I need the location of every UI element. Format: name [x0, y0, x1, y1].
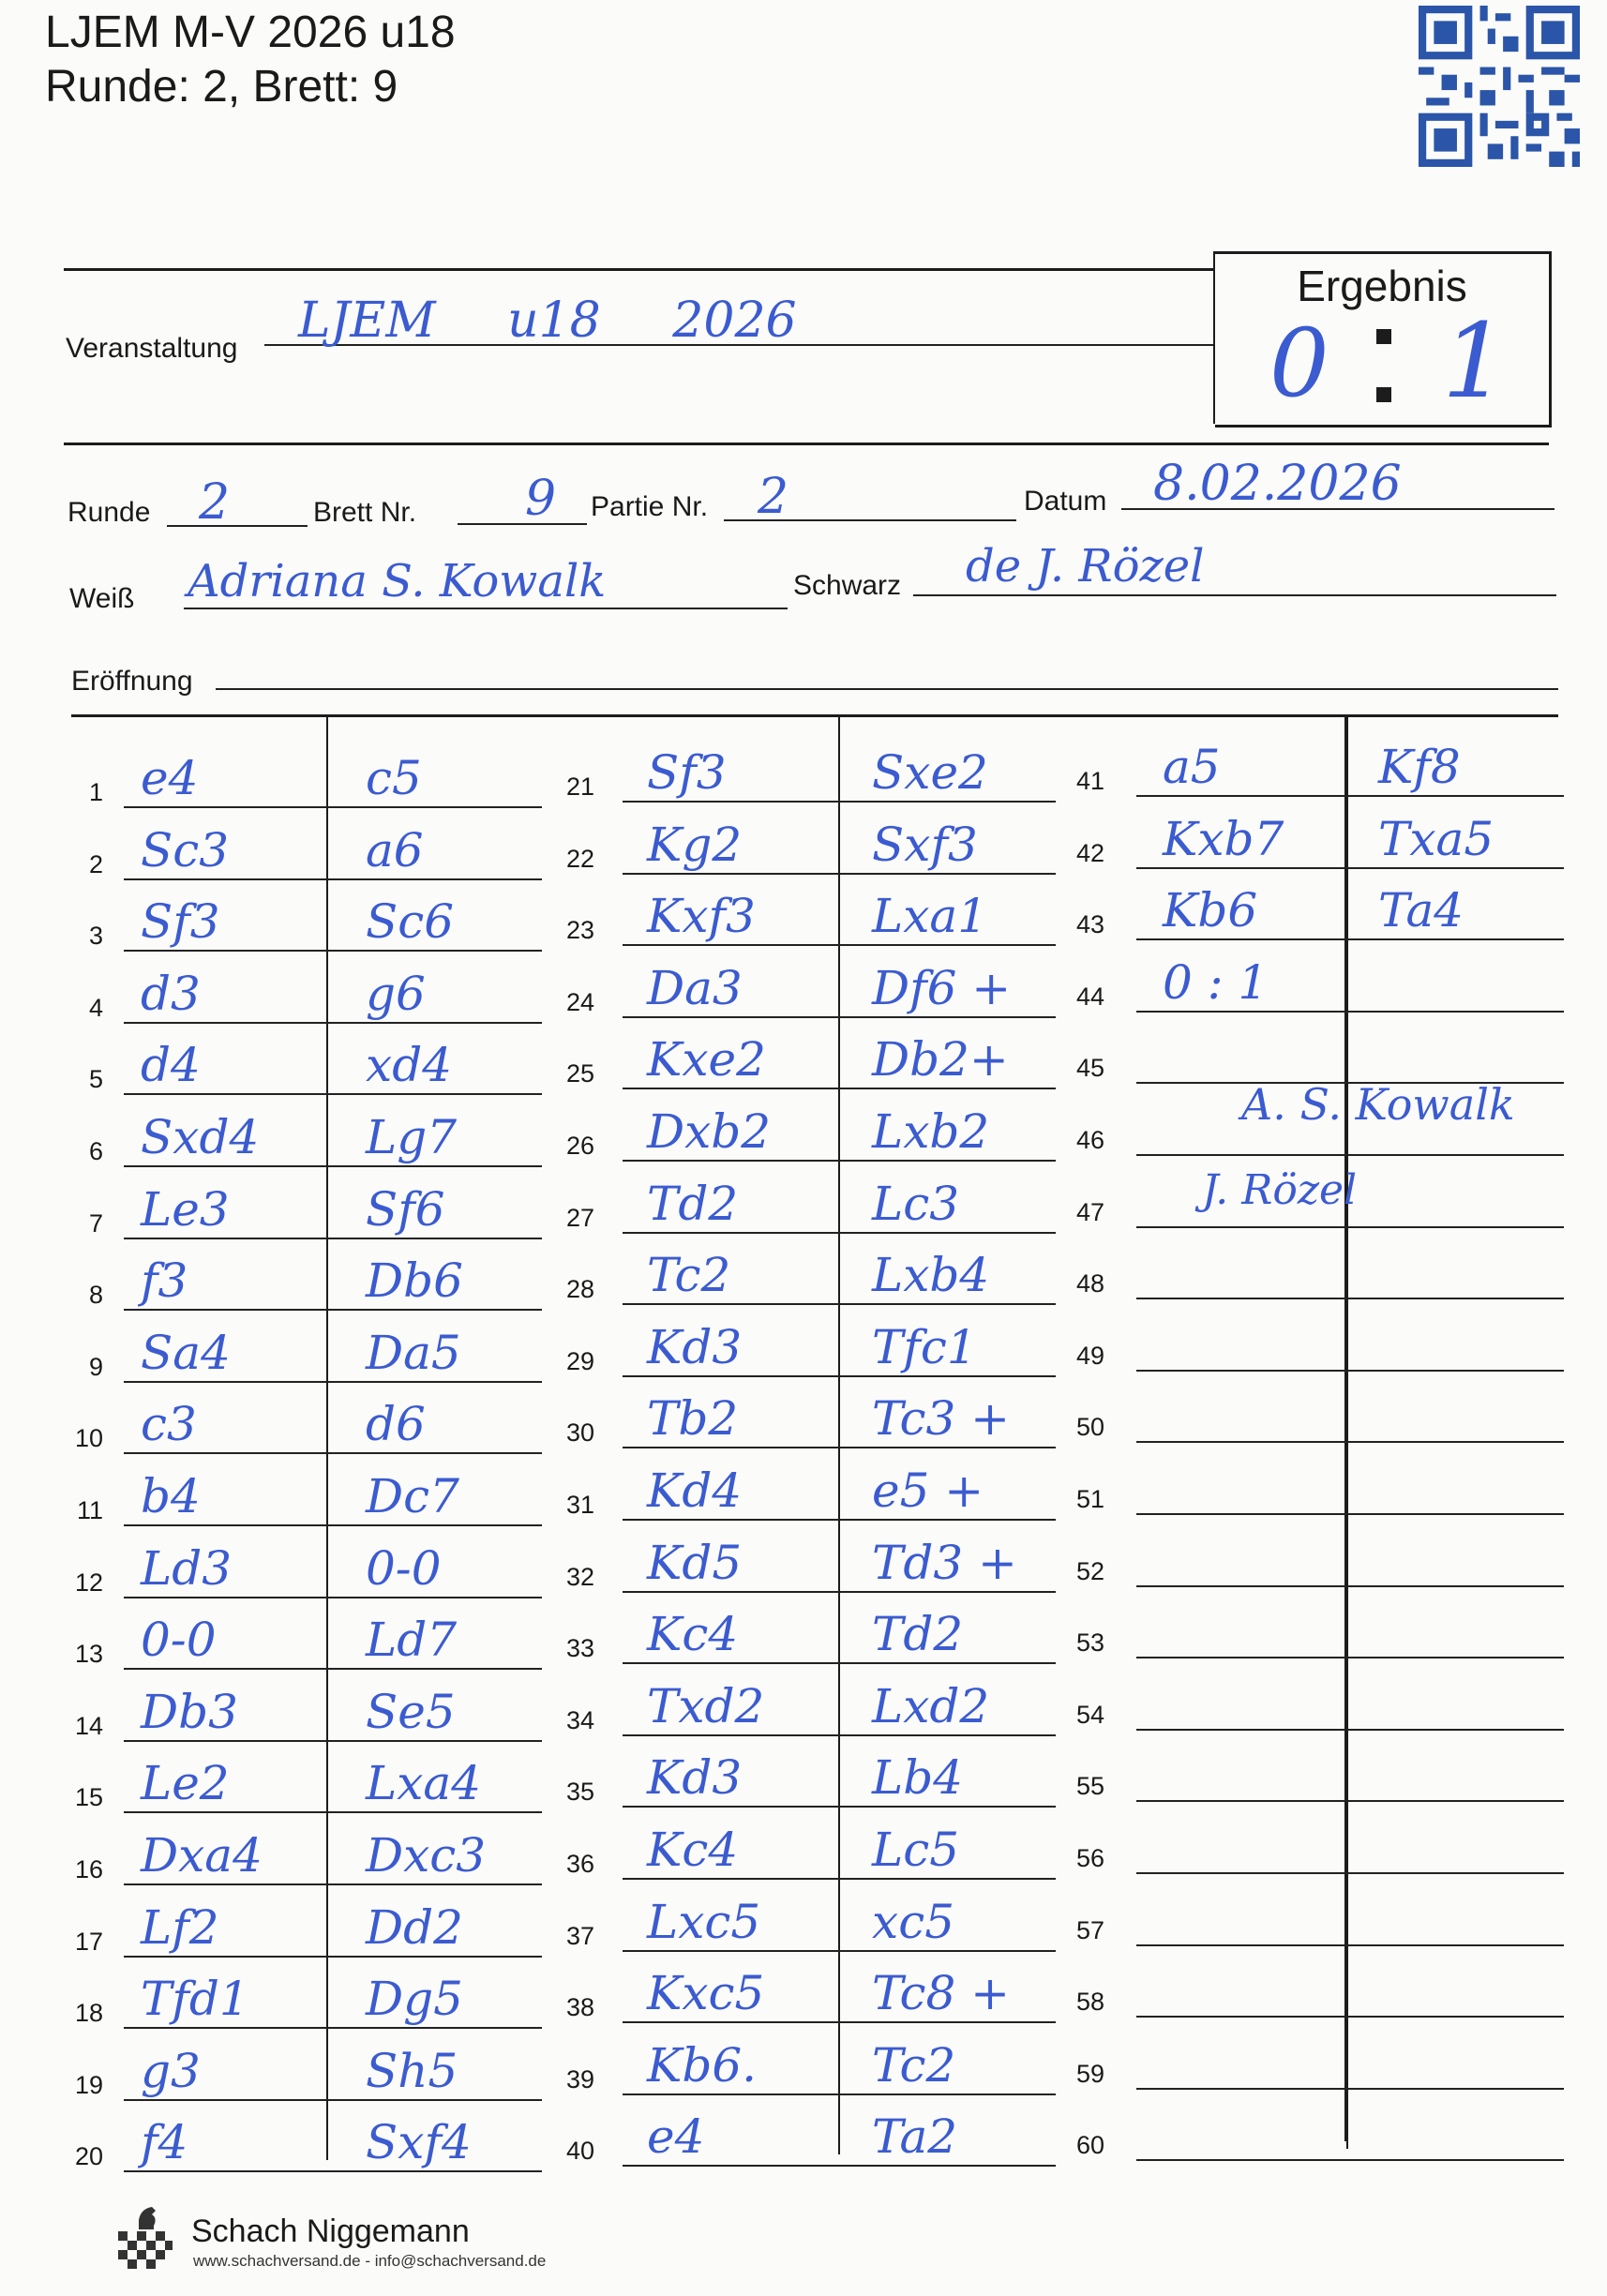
black-move[interactable]: Lc3 [872, 1177, 960, 1231]
move-row-rule [124, 2170, 542, 2172]
date-value[interactable]: 8.02.2026 [1153, 456, 1402, 512]
black-move[interactable]: Db6 [366, 1253, 463, 1308]
white-move[interactable]: c3 [141, 1397, 197, 1451]
white-move[interactable]: Db3 [141, 1685, 238, 1739]
move-row-rule [623, 1232, 1056, 1234]
move-row-rule [124, 1811, 542, 1813]
move-number: 9 [88, 1353, 103, 1381]
white-move[interactable]: d3 [141, 967, 201, 1021]
white-move[interactable]: Kd4 [647, 1463, 743, 1518]
header-bottom-rule [64, 443, 1549, 445]
white-move[interactable]: Sxd4 [141, 1110, 260, 1164]
opening-bottom-rule [71, 714, 1558, 717]
black-move[interactable]: Txa5 [1378, 812, 1494, 866]
move-number: 30 [565, 1418, 594, 1447]
black-move[interactable]: c5 [366, 751, 422, 805]
game-value[interactable]: 2 [758, 469, 789, 525]
move-row-rule [623, 2165, 1056, 2167]
move-number: 49 [1075, 1342, 1104, 1370]
black-move[interactable]: Db2+ [872, 1032, 1009, 1087]
move-row-rule [623, 1303, 1056, 1305]
move-number: 24 [565, 988, 594, 1016]
move-number: 56 [1075, 1844, 1104, 1872]
result-box-left-border [1213, 251, 1215, 424]
move-row-rule [124, 1381, 542, 1383]
move-row-rule [623, 801, 1056, 803]
move-number: 41 [1075, 767, 1104, 795]
black-move[interactable]: Tc2 [872, 2038, 956, 2093]
move-number: 29 [565, 1347, 594, 1375]
move-number: 50 [1075, 1413, 1104, 1441]
move-row-rule [623, 1016, 1056, 1018]
black-move[interactable]: g6 [366, 967, 426, 1021]
black-move[interactable]: Df6 + [872, 961, 1012, 1015]
black-move[interactable]: xc5 [872, 1895, 955, 1949]
move-row-rule [1136, 1154, 1564, 1156]
move-number: 28 [565, 1275, 594, 1303]
move-number: 60 [1075, 2131, 1104, 2159]
black-move[interactable]: Lxa4 [366, 1756, 482, 1810]
move-number: 42 [1075, 839, 1104, 867]
move-row-rule [1136, 1441, 1564, 1443]
move-number: 8 [88, 1281, 103, 1309]
result-label: Ergebnis [1297, 262, 1467, 310]
move-row-rule [1136, 1513, 1564, 1515]
white-move[interactable]: Dxa4 [141, 1828, 263, 1883]
black-move[interactable]: Se5 [366, 1685, 456, 1739]
move-number: 6 [88, 1137, 103, 1165]
white-move[interactable]: a5 [1163, 740, 1221, 794]
round-underline [167, 525, 308, 527]
black-player-name[interactable]: de J. Rözel [966, 540, 1205, 593]
black-move[interactable]: 0-0 [366, 1541, 442, 1596]
column-divider [326, 716, 328, 2160]
move-row-rule [124, 2027, 542, 2029]
title-line-2: Runde: 2, Brett: 9 [45, 62, 398, 112]
move-number: 16 [74, 1855, 103, 1883]
white-move[interactable]: Kd3 [647, 1320, 743, 1374]
move-number: 25 [565, 1059, 594, 1088]
opening-underline [216, 688, 1558, 690]
move-number: 5 [88, 1065, 103, 1093]
move-number: 17 [74, 1928, 103, 1956]
move-number: 10 [74, 1424, 103, 1452]
black-underline [913, 594, 1556, 596]
black-move[interactable]: Lc5 [872, 1823, 960, 1877]
move-number: 59 [1075, 2060, 1104, 2088]
white-move[interactable]: Kxc5 [647, 1966, 765, 2020]
black-move[interactable]: d6 [366, 1397, 426, 1451]
move-row-rule [1136, 938, 1564, 940]
move-row-rule [124, 2099, 542, 2101]
move-row-rule [124, 1597, 542, 1598]
move-number: 34 [565, 1706, 594, 1734]
white-move[interactable]: Kb6. [647, 2038, 758, 2093]
move-row-rule [623, 1088, 1056, 1089]
black-move[interactable]: Dc7 [366, 1469, 459, 1523]
move-row-rule [623, 2021, 1056, 2023]
qr-code-icon [1416, 6, 1583, 167]
result-separator-dot-bottom [1376, 387, 1391, 402]
black-move[interactable]: Sxf3 [872, 818, 978, 872]
move-number: 13 [74, 1640, 103, 1668]
white-move[interactable]: Sf3 [647, 745, 727, 800]
black-move[interactable]: Tc8 + [872, 1966, 1011, 2020]
result-box [1215, 251, 1552, 428]
move-number: 35 [565, 1778, 594, 1806]
move-row-rule [1136, 1226, 1564, 1228]
move-row-rule [124, 1238, 542, 1239]
black-move[interactable]: Lb4 [872, 1750, 964, 1805]
column-divider [1344, 716, 1346, 2141]
move-number: 39 [565, 2065, 594, 2093]
move-row-rule [124, 1309, 542, 1311]
move-row-rule [124, 950, 542, 952]
move-row-rule [1136, 1585, 1564, 1587]
move-number: 21 [565, 773, 594, 801]
move-row-rule [124, 1452, 542, 1454]
black-move[interactable]: Sxe2 [872, 745, 988, 800]
black-move[interactable]: Td3 + [872, 1536, 1017, 1590]
move-number: 3 [88, 922, 103, 950]
move-row-rule [124, 878, 542, 880]
black-move[interactable]: Lxa1 [872, 889, 988, 943]
move-number: 33 [565, 1634, 594, 1662]
black-move[interactable]: Td2 [872, 1607, 964, 1661]
white-label: Weiß [69, 583, 135, 614]
black-move[interactable]: Dd2 [366, 1900, 463, 1955]
move-number: 18 [74, 1999, 103, 2027]
move-number: 52 [1075, 1557, 1104, 1585]
move-row-rule [623, 1519, 1056, 1521]
move-number: 19 [74, 2071, 103, 2099]
black-move[interactable]: Lg7 [366, 1110, 458, 1164]
white-move[interactable]: Da3 [647, 961, 743, 1015]
white-move[interactable]: Le2 [141, 1756, 230, 1810]
move-row-rule [623, 1950, 1056, 1952]
white-move[interactable]: Le3 [141, 1182, 230, 1237]
move-number: 12 [74, 1568, 103, 1597]
white-move[interactable]: Kxf3 [647, 889, 756, 943]
white-move[interactable]: Tb2 [647, 1391, 739, 1446]
move-row-rule [124, 1022, 542, 1024]
move-row-rule [623, 873, 1056, 875]
move-row-rule [1136, 2016, 1564, 2018]
chess-knight-logo-icon [111, 2203, 180, 2278]
black-move[interactable]: Ta2 [872, 2109, 958, 2164]
white-move[interactable]: e4 [647, 2109, 705, 2164]
move-number: 40 [565, 2137, 594, 2165]
footer-contact: www.schachversand.de - info@schachversand.de [193, 2252, 547, 2270]
black-move[interactable]: Lxb4 [872, 1248, 990, 1302]
game-label: Partie Nr. [591, 491, 709, 522]
white-move[interactable]: Kg2 [647, 818, 743, 872]
board-value[interactable]: 9 [525, 471, 557, 527]
move-row-rule [623, 2093, 1056, 2095]
black-move[interactable]: a6 [366, 823, 424, 878]
result-separator-dot-top [1376, 329, 1391, 344]
move-row-rule [124, 1956, 542, 1958]
move-number: 58 [1075, 1988, 1104, 2016]
move-row-rule [1136, 795, 1564, 797]
white-move[interactable]: Kb6 [1163, 883, 1258, 938]
result-white[interactable]: 0 [1269, 308, 1329, 418]
move-number: 11 [76, 1496, 103, 1524]
black-move[interactable]: Lxb2 [872, 1104, 990, 1159]
move-number: 51 [1075, 1485, 1104, 1513]
white-move[interactable]: Tc2 [647, 1248, 731, 1302]
move-number: 45 [1075, 1054, 1104, 1082]
move-number: 23 [565, 916, 594, 944]
white-move[interactable]: g3 [141, 2044, 201, 2098]
black-move[interactable]: Ld7 [366, 1613, 458, 1667]
white-move[interactable]: Sa4 [141, 1326, 231, 1380]
move-number: 15 [74, 1783, 103, 1811]
move-number: 54 [1075, 1701, 1104, 1729]
white-move[interactable]: Kd3 [647, 1750, 743, 1805]
black-move[interactable]: Sh5 [366, 2044, 458, 2098]
result-black[interactable]: 1 [1442, 301, 1508, 421]
move-number: 37 [565, 1922, 594, 1950]
column-divider [1346, 716, 1348, 2149]
white-move[interactable]: 0-0 [141, 1613, 217, 1667]
move-number: 27 [565, 1204, 594, 1232]
move-number: 57 [1075, 1916, 1104, 1944]
move-row-rule [1136, 1944, 1564, 1946]
black-move[interactable]: Sc6 [366, 894, 455, 949]
move-row-rule [124, 1524, 542, 1526]
move-row-rule [623, 944, 1056, 946]
header-top-rule [64, 268, 1215, 271]
move-number: 36 [565, 1850, 594, 1878]
event-label: Veranstaltung [66, 333, 238, 364]
move-number: 22 [565, 845, 594, 873]
title-line-1: LJEM M-V 2026 u18 [45, 8, 456, 57]
white-move[interactable]: f3 [141, 1253, 188, 1308]
move-number: 43 [1075, 910, 1104, 938]
move-number: 32 [565, 1563, 594, 1591]
move-number: 31 [565, 1491, 594, 1519]
white-move[interactable]: Ld3 [141, 1541, 233, 1596]
black-move[interactable]: Sf6 [366, 1182, 445, 1237]
move-row-rule [124, 806, 542, 808]
white-move[interactable]: Tfd1 [141, 1972, 249, 2026]
move-row-rule [623, 1447, 1056, 1448]
white-signature: A. S. Kowalk [1241, 1079, 1515, 1130]
white-move[interactable]: e4 [141, 751, 199, 805]
move-row-rule [124, 1668, 542, 1670]
move-row-rule [623, 1160, 1056, 1162]
move-row-rule [623, 1806, 1056, 1808]
white-move[interactable]: Txd2 [647, 1679, 765, 1733]
date-label: Datum [1024, 486, 1107, 517]
white-move[interactable]: Kd5 [647, 1536, 743, 1590]
white-player-name[interactable]: Adriana S. Kowalk [188, 555, 607, 608]
black-move[interactable]: Lxd2 [872, 1679, 990, 1733]
white-move[interactable]: 0 : 1 [1163, 955, 1269, 1010]
white-move[interactable]: Lxc5 [647, 1895, 761, 1949]
board-label: Brett Nr. [313, 497, 417, 528]
white-move[interactable]: Dxb2 [647, 1104, 772, 1159]
black-move[interactable]: Tfc1 [872, 1320, 977, 1374]
move-number: 53 [1075, 1628, 1104, 1657]
white-move[interactable]: b4 [141, 1469, 201, 1523]
move-number: 4 [88, 994, 103, 1022]
opening-label: Eröffnung [71, 666, 193, 697]
move-row-rule [1136, 1729, 1564, 1731]
white-move[interactable]: Sc3 [141, 823, 230, 878]
move-row-rule [1136, 1370, 1564, 1372]
move-row-rule [1136, 1872, 1564, 1874]
black-move[interactable]: e5 + [872, 1463, 984, 1518]
white-move[interactable]: Td2 [647, 1177, 739, 1231]
move-row-rule [1136, 1800, 1564, 1802]
white-move[interactable]: Sf3 [141, 894, 220, 949]
black-move[interactable]: Sxf4 [366, 2115, 472, 2169]
round-label: Runde [68, 497, 151, 528]
move-number: 20 [74, 2142, 103, 2170]
move-row-rule [124, 1165, 542, 1167]
move-row-rule [623, 1375, 1056, 1377]
move-number: 46 [1075, 1126, 1104, 1154]
move-row-rule [623, 1591, 1056, 1593]
white-move[interactable]: Kxb7 [1163, 812, 1284, 866]
white-move[interactable]: Kxe2 [647, 1032, 766, 1087]
board-underline [458, 523, 587, 525]
move-number: 44 [1075, 983, 1104, 1011]
footer-brand: Schach Niggemann [191, 2213, 470, 2249]
event-value[interactable]: LJEM u18 2026 [298, 293, 797, 349]
move-row-rule [124, 1740, 542, 1742]
white-move[interactable]: f4 [141, 2115, 188, 2169]
black-signature: J. Rözel [1202, 1166, 1358, 1214]
move-row-rule [1136, 1298, 1564, 1299]
white-move[interactable]: Lf2 [141, 1900, 219, 1955]
white-move[interactable]: d4 [141, 1038, 201, 1092]
black-move[interactable]: Tc3 + [872, 1391, 1011, 1446]
move-number: 14 [74, 1712, 103, 1740]
round-value[interactable]: 2 [199, 474, 231, 531]
move-number: 1 [88, 778, 103, 806]
column-divider [838, 716, 840, 2154]
white-move[interactable]: Kc4 [647, 1823, 739, 1877]
page-title [45, 6, 456, 114]
move-number: 55 [1075, 1772, 1104, 1800]
black-move[interactable]: Da5 [366, 1326, 461, 1380]
move-row-rule [1136, 867, 1564, 869]
black-move[interactable]: Dxc3 [366, 1828, 487, 1883]
move-number: 48 [1075, 1269, 1104, 1298]
black-move[interactable]: Dg5 [366, 1972, 463, 2026]
move-row-rule [124, 1093, 542, 1095]
move-number: 26 [565, 1132, 594, 1160]
black-move[interactable]: Ta4 [1378, 883, 1464, 938]
black-label: Schwarz [793, 570, 902, 601]
move-row-rule [623, 1734, 1056, 1736]
move-number: 2 [88, 850, 103, 878]
move-row-rule [1136, 2159, 1564, 2161]
black-move[interactable]: xd4 [366, 1038, 453, 1092]
white-move[interactable]: Kc4 [647, 1607, 739, 1661]
move-number: 47 [1075, 1198, 1104, 1226]
move-row-rule [124, 1883, 542, 1885]
black-move[interactable]: Kf8 [1378, 740, 1461, 794]
move-row-rule [623, 1878, 1056, 1880]
move-number: 7 [88, 1209, 103, 1238]
move-row-rule [623, 1662, 1056, 1664]
move-number: 38 [565, 1993, 594, 2021]
move-row-rule [1136, 1011, 1564, 1013]
move-row-rule [1136, 1657, 1564, 1658]
move-row-rule [1136, 2088, 1564, 2090]
